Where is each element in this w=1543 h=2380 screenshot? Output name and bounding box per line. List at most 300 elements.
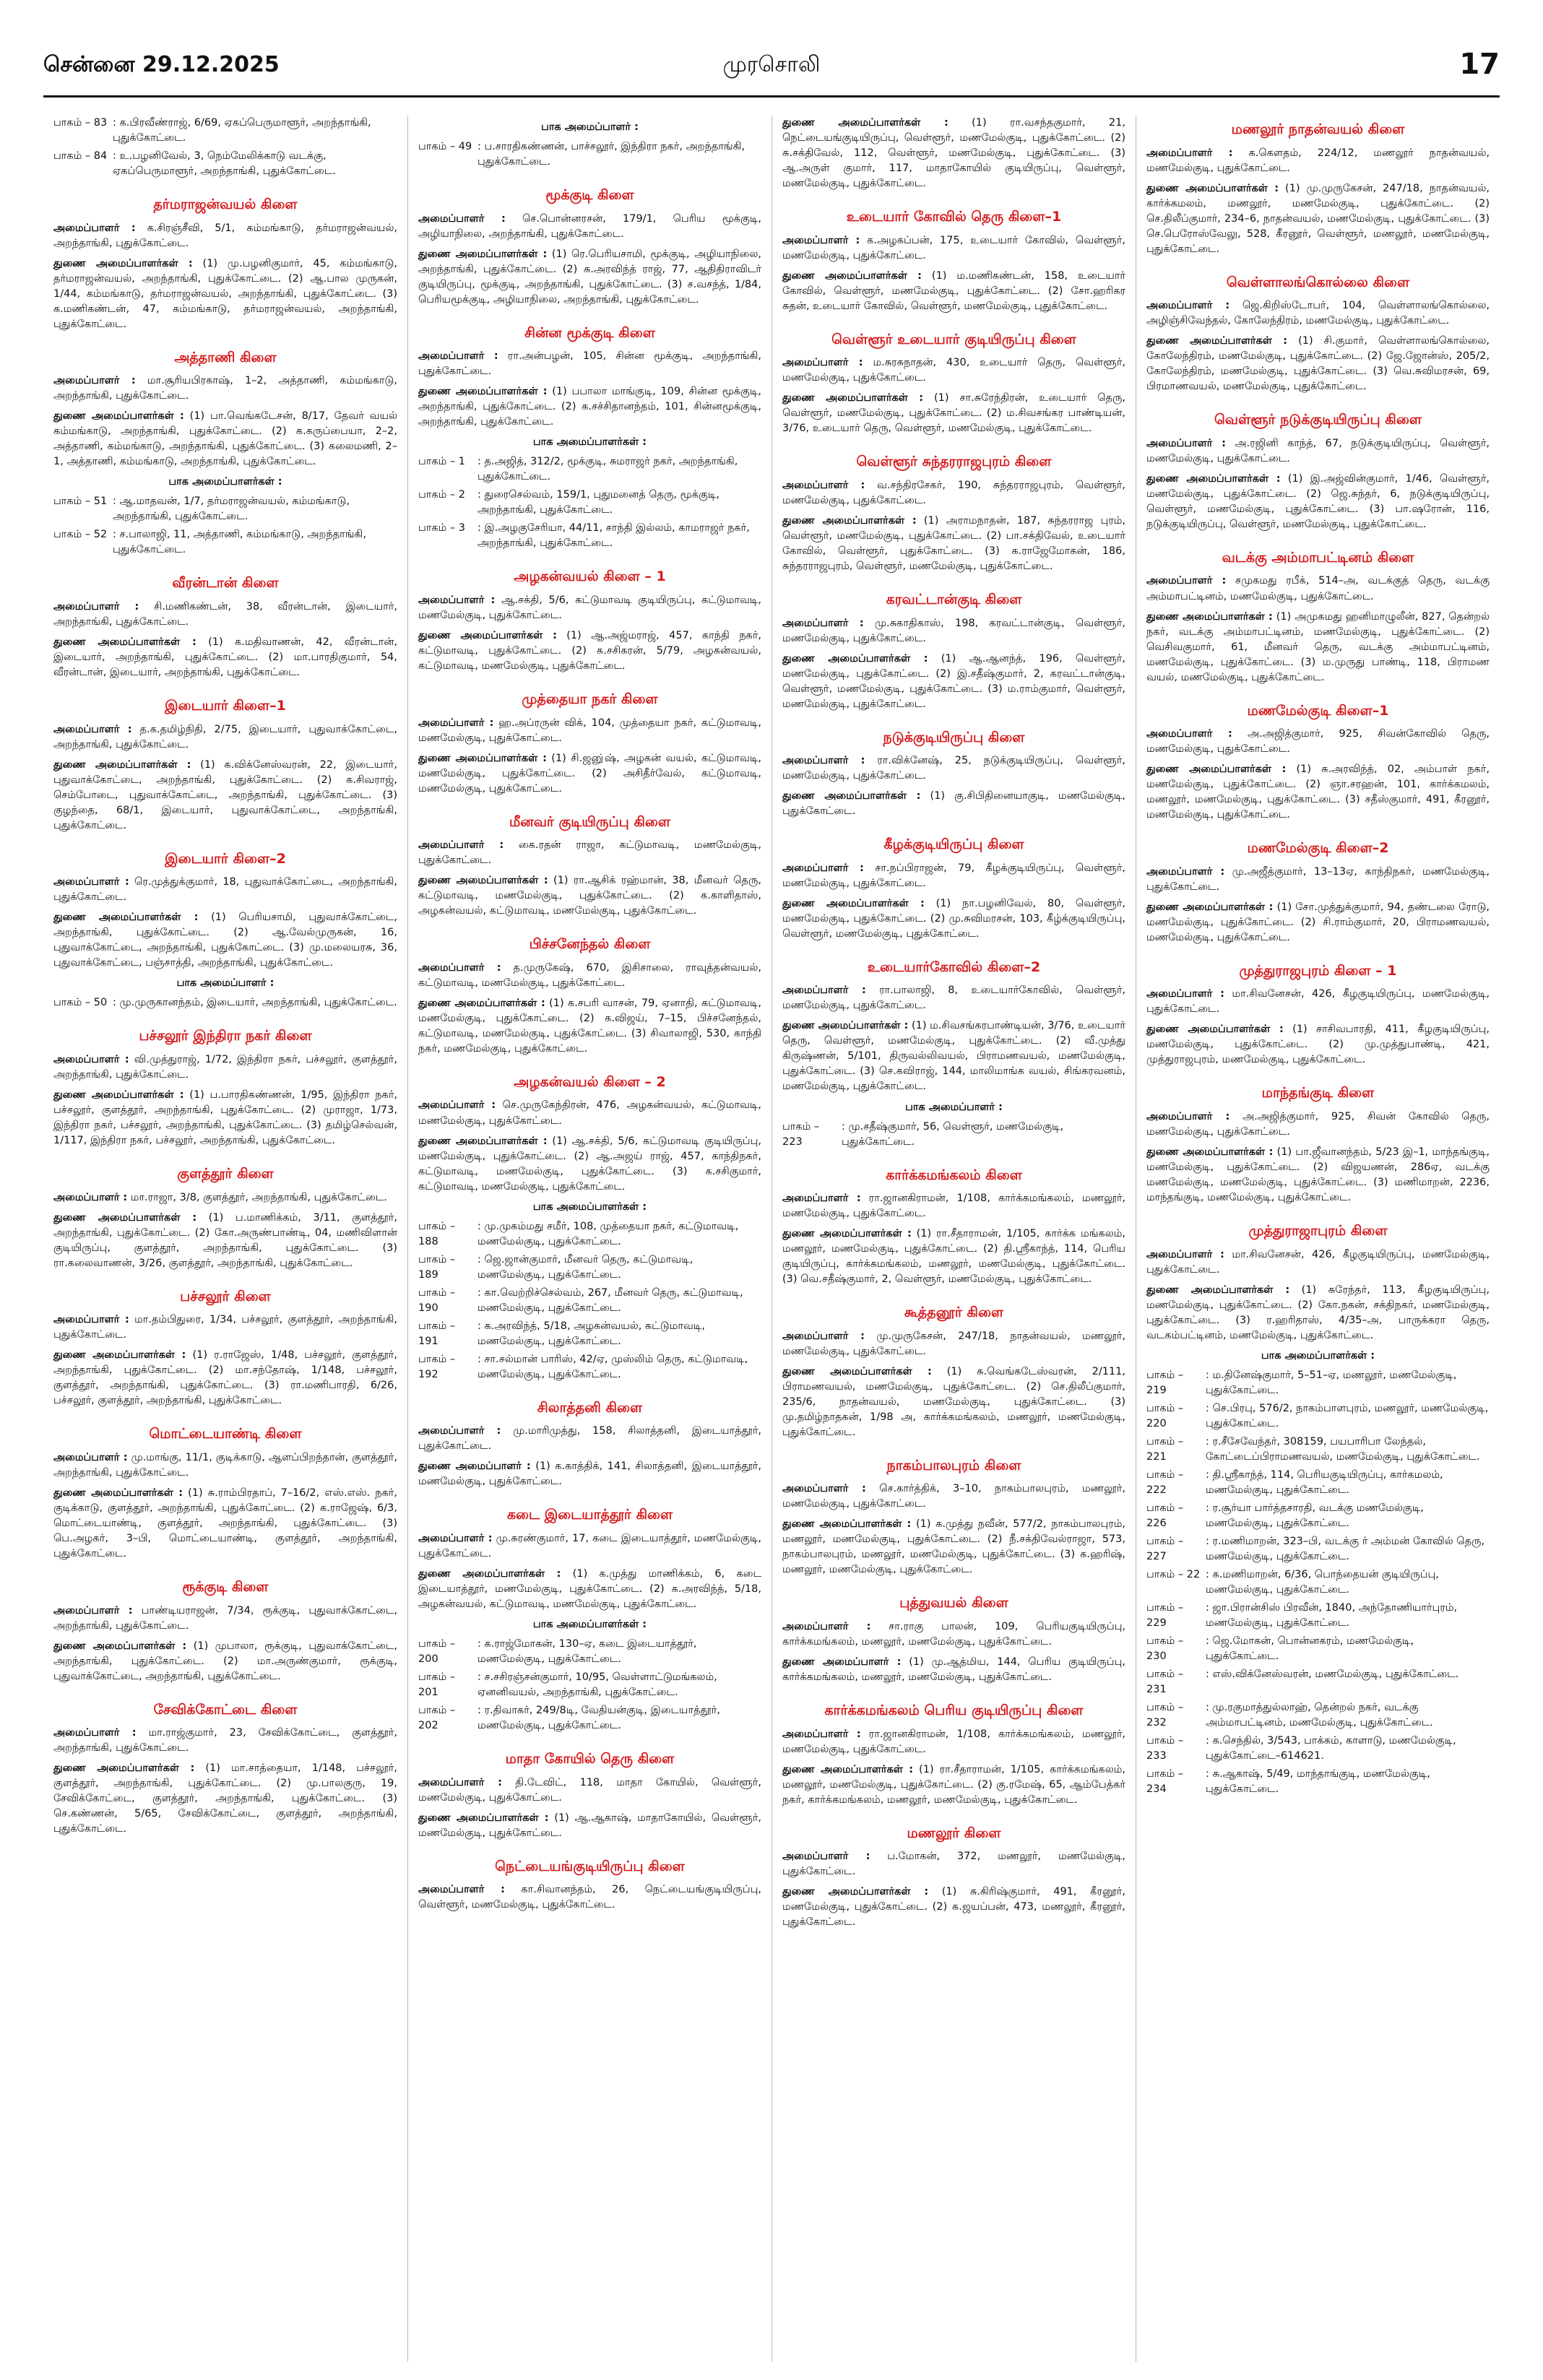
branch-section (782, 590, 1125, 712)
ward-row (418, 488, 761, 518)
officer-entry (782, 116, 1125, 191)
branch-heading: முத்துராஜாபுரம் கிளை (1248, 1223, 1388, 1239)
officer-details: அ.அஜித்குமார், 925, சிவன்கோவில் தெரு, மணமேல்குடி, புதுக்கோட்டை. (1146, 728, 1490, 756)
officer-entry (1146, 181, 1490, 257)
column-2 (407, 116, 772, 2362)
ward-details: : க.மணிமாறன், 6/36, பொந்தையன் குடியிருப்பு, மணமேல்குடி, புதுக்கோட்டை. (1206, 1568, 1439, 1596)
ward-details: : ஜெ.மோகன், பொன்னகரம், மணமேல்குடி, புதுக்கோட்டை. (1206, 1635, 1414, 1663)
officer-entry (782, 1727, 1125, 1757)
branch-section (53, 1287, 397, 1409)
officer-role: துணை அமைப்பாளர்கள் : (53, 1762, 195, 1775)
ward-details: : சா.சல்மான் பாரிஸ், 42/ஏ, முஸ்லிம் தெரு, கட்டுமாவடி, மணமேல்குடி, புதுக்கோட்டை. (477, 1353, 748, 1380)
officer-details: மா.சிவனேசன், 426, கீழகுடியிருப்பு, மணமேல்குடி, புதுக்கோட்டை. (1146, 988, 1490, 1016)
officer-entry (418, 384, 761, 430)
officer-role: துணை அமைப்பாளர்கள் : (418, 248, 548, 260)
officer-entry (53, 1450, 397, 1481)
officer-details: (1) ர.ராஜேஸ், 1/48, பச்சலூர், குளத்தூர், அறந்தாங்கி, புதுக்கோட்டை. (2) மா.சந்தோஷ், 1/148, பச்சலூர், குளத்தூர், அறந்தாங்கி, புதுக்கோட்டை. (3) ரா.மணிபாரதி, 6/26, பச்சலூர், குளத்தூர், அறந்தாங்கி, புதுக்கோட்டை. (53, 1349, 397, 1407)
ward-number: பாகம் – 3 (418, 522, 466, 535)
officer-role: துணை அமைப்பாளர்கள் : (1146, 763, 1287, 776)
ward-number: பாகம் – 234 (1146, 1768, 1184, 1796)
officer-details: (1) சுரேந்தர், 113, கீழகுடியிருப்பு, மணமேல்குடி, புதுக்கோட்டை. (2) கோ.நகன், சக்திநகர், மணமேல்குடி, புதுக்கோட்டை. (3) ர.ஹரிதாஸ், 4/35–அ, பாருக்கரா தெரு, வடகம்பட்டினம், மணமேல்குடி, புதுக்கோட்டை. (1146, 1284, 1490, 1341)
branch-section (418, 120, 761, 170)
officer-details: மு.மாங்கு, 11/1, குடிக்காடு, ஆளப்பிறந்தான், குளத்தூர், அறந்தாங்கி, புதுக்கோட்டை. (53, 1451, 397, 1479)
ward-row (1146, 1534, 1490, 1565)
officer-entry (1146, 610, 1490, 685)
ward-number: பாகம் – 22 (1146, 1568, 1201, 1580)
officer-entry (1146, 1145, 1490, 1206)
officer-entry (418, 961, 761, 991)
ward-row (418, 521, 761, 551)
officer-entry (53, 409, 397, 469)
ward-number: பாகம் – 2 (418, 489, 466, 501)
branch-heading: அழகன்வயல் கிளை – 1 (514, 568, 666, 585)
branch-heading: மாதா கோயில் தெரு கிளை (505, 1751, 675, 1767)
officer-details: கா.சிவானந்தம், 26, நெட்டையங்குடியிருப்பு, வெள்ளூர், மணமேல்குடி, புதுக்கோட்டை. (418, 1884, 762, 1911)
officer-entry (782, 355, 1125, 386)
officer-entry (782, 1226, 1125, 1287)
officer-entry (1146, 146, 1490, 176)
officer-entry (418, 1134, 761, 1195)
officer-details: (1) அராமநாதன், 187, சுந்தரராஜ புரம், வெள்ளூர், மணமேல்குடி, புதுக்கோட்டை. (2) பா.சக்திவேல், உடையார் கோவில், வெள்ளூர், புதுக்கோட்டை. (3) க.ராஜேமோகன், 186, சுந்தரராஜபுரம், வெள்ளூர், மணமேல்குடி, புதுக்கோட்டை. (782, 514, 1125, 572)
officer-role: துணை அமைப்பாளர்கள் : (782, 392, 924, 404)
officer-details: (1) பபாலா மாங்குடி, 109, சின்ன மூக்குடி, அறந்தாங்கி, புதுக்கோட்டை. (2) க.சச்சிதானந்தம், 101, சின்னமூக்குடி, அறந்தாங்கி, புதுக்கோட்டை. (418, 386, 762, 428)
officer-entry (1146, 298, 1490, 329)
branch-heading: வெள்ளூர் நடுக்குடியிருப்பு கிளை (1214, 412, 1422, 428)
column-4 (1136, 116, 1500, 2362)
ward-row (418, 139, 761, 170)
ward-details: : தி.ஸ்ரீகாந்த், 114, பெரியகுடியிருப்பு, கார்கமலம், மணமேல்குடி, புதுக்கோட்டை. (1206, 1468, 1443, 1496)
branch-section (782, 1166, 1125, 1288)
ward-number: பாகம் – 230 (1146, 1635, 1184, 1663)
branch-section (53, 849, 397, 1011)
officer-entry (782, 1481, 1125, 1512)
branch-heading: இடையார் கிளை–1 (165, 698, 286, 714)
officer-role: அமைப்பாளர் : (782, 862, 864, 874)
officer-entry (418, 212, 761, 242)
ward-details: : ப.சாரதிகண்ணன், பாச்சலூர், இந்திரா நகர், அறந்தாங்கி, புதுக்கோட்டை. (477, 141, 745, 168)
officer-details: ம.சுரசுநாதன், 430, உடையார் தெரு, வெள்ளூர், மணமேல்குடி, புதுக்கோட்டை. (782, 357, 1125, 384)
ward-row (418, 1352, 761, 1382)
branch-section (53, 116, 397, 179)
ward-number: பாகம் – 1 (418, 456, 466, 468)
officer-details: சா.நப்பிராஜன், 79, கீழக்குடியிருப்பு, வெள்ளூர், மணமேல்குடி, புதுக்கோட்டை. (782, 862, 1125, 889)
ward-number: பாகம் – 83 (53, 117, 108, 129)
officer-role: அமைப்பாளர் : (418, 212, 506, 225)
ward-row (1146, 1368, 1490, 1398)
officer-role: அமைப்பாளர் : (782, 1621, 871, 1633)
officer-role: துணை அமைப்பாளர்கள் : (1146, 1146, 1274, 1159)
officer-details: (1) முபாலா, ரூக்குடி, புதுவாக்கோட்டை, அறந்தாங்கி, புதுக்கோட்டை. (2) மா.அருண்குமார், ரூக்குடி, புதுவாக்கோட்டை, அறந்தாங்கி, புதுக்கோட்டை. (53, 1640, 397, 1682)
officer-details: பாண்டியராஜன், 7/34, ரூக்குடி, புதுவாக்கோட்டை, அறந்தாங்கி, புதுக்கோட்டை. (53, 1604, 397, 1632)
branch-section (418, 813, 761, 919)
officer-entry (1146, 436, 1490, 467)
branch-heading: சிலாத்தனி கிளை (537, 1399, 643, 1416)
officer-details: வ.சந்திரசேகர், 190, சுந்தரராஜபுரம், வெள்ளூர், மணமேல்குடி, புதுக்கோட்டை. (782, 479, 1125, 506)
officer-details: (1) க.சபரி வாசன், 79, ஏனாதி, கட்டுமாவடி, மணமேல்குடி, புதுக்கோட்டை. (2) க.விஜய், 7–15, பிச்சனேந்தல், கட்டுமாவடி, மணமேல்குடி, புதுக்கோட்டை. (3) சிவாலாஜி, 530, காந்தி நகர், மணமேல்குடி, புதுக்கோட்டை. (418, 997, 761, 1055)
ward-row (1146, 1501, 1490, 1531)
officer-details: (1) சி.குமார், வெள்ளாலங்கொல்லை, கோலேந்திரம், மணமேல்குடி, புதுக்கோட்டை. (2) ஜே.ஜோன்ஸ், 205/2, கோலேந்திரம், மணமேல்குடி, புதுக்கோட்டை. (3) வெ.சுவிமரசன், 69, பிரமாணவயல், மணமேல்குடி, புதுக்கோட்டை. (1146, 335, 1490, 393)
ward-number: பாகம் – 84 (53, 150, 108, 163)
officer-role: துணை அமைப்பாளர்கள் : (782, 1886, 929, 1898)
column-3 (772, 116, 1136, 2362)
officer-role: துணை அமைப்பாளர்கள் : (782, 790, 921, 802)
ward-number: பாகம் – 229 (1146, 1602, 1184, 1630)
columns (43, 116, 1500, 2362)
officer-entry (53, 635, 397, 680)
officer-details: (1) ம.மணிகண்டன், 158, உடையார் கோவில், வெள்ளூர், மணமேல்குடி, புதுக்கோட்டை. (2) சோ.ஹரிகர சுதன், உடையார் கோவில், வெள்ளூர், மணமேல்குடி, புதுக்கோட்டை. (782, 269, 1125, 312)
officer-entry (53, 1761, 397, 1837)
officer-role: அமைப்பாளர் : (418, 350, 498, 363)
ward-row (53, 149, 397, 179)
ward-details: : ஆ.மாதவன், 1/7, தர்மராஜன்வயல், கம்மங்காடு, அறந்தாங்கி, புதுக்கோட்டை. (113, 496, 350, 523)
ward-number: பாகம் – 219 (1146, 1369, 1184, 1396)
officer-details: ரா.விக்னேஷ், 25, நடுக்குடியிருப்பு, வெள்ளூர், மணமேல்குடி, புதுக்கோட்டை. (782, 755, 1125, 782)
branch-section (1146, 410, 1490, 532)
officer-details: ஹ.அப்ரருன் விக், 104, முத்தையா நகர், கட்டுமாவடி, மணமேல்குடி, புதுக்கோட்டை. (418, 717, 762, 744)
branch-section (782, 728, 1125, 820)
officer-entry (782, 1849, 1125, 1879)
officer-role: துணை அமைப்பாளர்கள் : (782, 1763, 914, 1775)
branch-section (782, 116, 1125, 191)
ward-number: பாகம் – 50 (53, 997, 108, 1009)
ward-number: பாகம் – 220 (1146, 1402, 1184, 1429)
officer-entry (782, 983, 1125, 1013)
officer-details: வி.முத்துராஜ், 1/72, இந்திரா நகர், பச்சலூர், குளத்தூர், அறந்தாங்கி, புதுக்கோட்டை. (53, 1053, 397, 1081)
officer-details: (1) பா.வெங்கடேசன், 8/17, தேவர் வயல் கம்மங்காடு, அறந்தாங்கி, புதுக்கோட்டை. (2) க.கருப்பையா, 2–2, அத்தாணி, கம்மங்காடு, அறந்தாங்கி, புதுக்கோட்டை. (3) கலைமணி, 2–1, அத்தாணி, கம்மங்காடு, அறந்தாங்கி, புதுக்கோட்டை. (53, 410, 397, 468)
officer-details: செ.பொன்னரசன், 179/1, பெரிய மூக்குடி, அழியாநிலை, அறந்தாங்கி, புதுக்கோட்டை. (418, 212, 761, 240)
officer-details: (1) மா.சாத்தையா, 1/148, பச்சலூர், குளத்தூர், அறந்தாங்கி, புதுக்கோட்டை. (2) மு.பாலகுரு, 19, சேவிக்கோட்டை, குளத்தூர், அறந்தாங்கி, புதுக்கோட்டை. (3) செ.கண்ணன், 5/65, சேவிக்கோட்டை, குளத்தூர், அறந்தாங்கி, புதுக்கோட்டை. (53, 1762, 397, 1835)
branch-heading: புத்துவயல் கிளை (899, 1595, 1008, 1611)
branch-heading: மீனவர் குடியிருப்பு கிளை (509, 813, 671, 830)
officer-entry (53, 910, 397, 971)
officer-details: த.க.தமிழ்நிதி, 2/75, இடையார், புதுவாக்கோட்டை, அறந்தாங்கி, புதுக்கோட்டை. (53, 723, 397, 750)
branch-section (53, 696, 397, 834)
officer-role: துணை அமைப்பாளர்கள் : (53, 410, 184, 423)
officer-entry (418, 593, 761, 623)
branch-heading: மொட்டையாண்டி கிளை (149, 1426, 302, 1442)
ward-row (418, 1286, 761, 1316)
officer-details: (1) மு.பழனிகுமார், 45, கம்மங்காடு, தர்மராஜன்வயல், அறந்தாங்கி, புதுக்கோட்டை. (2) ஆ.பால முருகன், 1/44, கம்மங்காடு, தர்மராஜன்வயல், அறந்தாங்கி, புதுக்கோட்டை. (3) க.மணிகண்டன், 47, கம்மங்காடு, தர்மராஜன்வயல், அறந்தாங்கி, புதுக்கோட்டை. (53, 257, 398, 330)
officer-details: மு.முருகேசன், 247/18, நாதன்வயல், மணலூர், மணமேல்குடி, புதுக்கோட்டை. (782, 1330, 1125, 1357)
officer-details: க.கௌதம், 224/12, மணலூர் நாதன்வயல், மணமேல்குடி, புதுக்கோட்டை. (1146, 147, 1490, 174)
ward-details: : சு.ஆகாஷ், 5/49, மாந்தாங்குடி, மணமேல்குடி, புதுக்கோட்டை. (1206, 1768, 1430, 1796)
ward-details: : ர.மணிமாறன், 323–பி, வடக்கு ர் அம்மன் கோவில் தெரு, மணமேல்குடி, புதுக்கோட்டை. (1206, 1535, 1485, 1562)
ward-details: : மு.சதீஷ்குமார், 56, வெள்ளூர், மணமேல்குடி, புதுக்கோட்டை. (842, 1120, 1064, 1148)
branch-section (418, 1073, 761, 1382)
officer-role: அமைப்பாளர் : (53, 600, 139, 613)
branch-section (782, 835, 1125, 942)
officer-role: துணை அமைப்பாளர்கள் : (418, 630, 557, 641)
officer-details: (1) ப.பாரதிகண்ணன், 1/95, இந்திரா நகர், பச்சலூர், குளத்தூர், அறந்தாங்கி, புதுக்கோட்டை. (2) முராஜா, 1/73, இந்திரா நகர், பச்சலூர், அறந்தாங்கி, புதுக்கோட்டை. (3) தமிழ்செல்வன், 1/117, இந்திரா நகர், பச்சலூர், அறந்தாங்கி, புதுக்கோட்டை. (53, 1089, 398, 1147)
branch-heading: மணமேல்குடி கிளை–1 (1247, 702, 1389, 719)
ward-row (418, 1637, 761, 1667)
branch-section (53, 1700, 397, 1838)
branch-heading: மூக்குடி கிளை (545, 187, 634, 204)
officer-role: துணை அமைப்பாளர்கள் : (782, 514, 917, 527)
ward-details: : த.அஜித், 312/2, மூக்குடி, சுமராஜர் நகர், அறந்தாங்கி, புதுக்கோட்டை. (477, 456, 738, 483)
branch-section (1146, 273, 1490, 395)
officer-role: அமைப்பாளர் : (53, 1727, 137, 1739)
officer-details: அ.ரஜினி காந்த், 67, நடுக்குடியிருப்பு, வெள்ளூர், மணமேல்குடி, புதுக்கோட்டை. (1146, 437, 1490, 464)
branch-section (782, 207, 1125, 314)
masthead (43, 48, 1500, 87)
branch-heading: உடையார் கோவில் தெரு கிளை–1 (846, 209, 1062, 225)
ward-number: பாகம் – 192 (418, 1353, 456, 1380)
ward-number: பாகம் – 231 (1146, 1669, 1184, 1696)
branch-section (1146, 548, 1490, 685)
officer-role: துணை அமைப்பாளர்கள் : (782, 897, 925, 909)
officer-role: அமைப்பாளர் : (418, 717, 494, 729)
officer-entry (1146, 900, 1490, 945)
officer-role: துணை அமைப்பாளர்கள் : (53, 1487, 183, 1499)
branch-section (1146, 1083, 1490, 1206)
officer-details: (1) ரா.சீதாராமன், 1/105, கார்க்க மங்கலம், மணலூர், மணமேல்குடி, புதுக்கோட்டை. (2) தி.ஸ்ரீகாந்த், 114, பெரிய குடியிருப்பு, கார்க்கமங்கலம், மணலூர், மணமேல்குடி, புதுக்கோட்டை. (3) வெ.சதீஷ்குமார், 2, வெள்ளூர், மணமேல்குடி, புதுக்கோட்டை. (782, 1228, 1126, 1286)
officer-entry (418, 838, 761, 868)
officer-details: (1) ம.சிவசங்கரபாண்டியன், 3/76, உடையார் தெரு, வெள்ளூர், மணமேல்குடி, புதுக்கோட்டை. (2) வீ.முத்து கிருஷ்ணன், 5/101, திருவல்லிவயல், பிராமணவயல், மணமேல்குடி, புதுக்கோட்டை. (3) செ.கவிராஜ், 144, மாலிமாங்க வயல், சிங்கரவனம், மணமேல்குடி, புதுக்கோட்டை. (782, 1020, 1125, 1093)
officer-details: (1) ரா.வசந்தகுமார், 21, நெட்டையங்குடியிருப்பு, வெள்ளூர், மணமேல்குடி, புதுக்கோட்டை. (2) சு.சக்திவேல், 112, வெள்ளூர், மணமேல்குடி, புதுக்கோட்டை. (3) ஆ.அருள் குமார், 117, மாதாகோயில் குடியிருப்பு, வெள்ளூர், மணமேல்குடி, புதுக்கோட்டை. (782, 117, 1125, 190)
ward-details: : ம.தினேஷ்குமார், 5–51–ஏ, மணலூர், மணமேல்குடி, புதுக்கோட்டை. (1206, 1369, 1457, 1396)
ward-details: : மு.ரகுமாத்துல்லாஹ், தென்றல் நகர், வடக்கு அம்மாபட்டினம், மணமேல்குடி, புதுக்கோட்டை. (1206, 1702, 1433, 1729)
officer-role: அமைப்பாளர் : (418, 594, 496, 606)
branch-section (53, 574, 397, 680)
officer-details: மா.சூரியபிரகாஷ், 1–2, அத்தாணி, கம்மங்காடு, அறந்தாங்கி, புதுக்கோட்டை. (53, 375, 398, 402)
branch-section (418, 186, 761, 308)
branch-heading: நாகம்பாலபுரம் கிளை (886, 1457, 1021, 1474)
officer-entry (782, 514, 1125, 574)
officer-entry (418, 1424, 761, 1454)
officer-details: (1) நா.பழனிவேல், 80, வெள்ளூர், மணமேல்குடி, புதுக்கோட்டை. (2) மு.சுவிமரசன், 103, கீழ்க்குடியிருப்பு, வெள்ளூர், மணமேல்குடி, புதுக்கோட்டை. (782, 897, 1126, 940)
officer-details: ரா.அன்பழன், 105, சின்ன மூக்குடி, அறந்தாங்கி, புதுக்கோட்டை. (418, 350, 762, 378)
officer-details: தி.டேவிட், 118, மாதா கோயில், வெள்ளூர், மணமேல்குடி, புதுக்கோட்டை. (418, 1776, 761, 1804)
branch-section (782, 1593, 1125, 1685)
branch-heading: கார்க்கமங்கலம் பெரிய குடியிருப்பு கிளை (824, 1702, 1084, 1719)
officer-details: (1) ரா.ஆசிக் ரஹ்மான், 38, மீனவர் தெரு, கட்டுமாவடி, மணமேல்குடி, புதுக்கோட்டை. (2) க.காளிதாஸ், அழகன்வயல், கட்டுமாவடி, மணமேல்குடி, புதுக்கோட்டை. (418, 875, 761, 917)
ward-number: பாகம் – 221 (1146, 1435, 1184, 1463)
ward-number: பாகம் – 233 (1146, 1735, 1184, 1762)
branch-section (782, 452, 1125, 574)
branch-heading: அழகன்வயல் கிளை – 2 (514, 1073, 666, 1090)
officer-details: (1) சோ.முத்துக்குமார், 94, தண்டலை ரோடு, மணமேல்குடி, புதுக்கோட்டை. (2) சி.ராம்குமார், 20, பிராமணவயல், மணமேல்குடி, புதுக்கோட்டை. (1146, 901, 1490, 943)
officer-entry (418, 628, 761, 674)
officer-details: (1) க.முத்து மாணிக்கம், 6, கடை இடையாத்தூர், மணமேல்குடி, புதுக்கோட்டை. (2) க.அரவிந்த், 5/18, அழகன்வயல், கட்டுமாவடி, மணமேல்குடி, புதுக்கோட்டை. (418, 1567, 761, 1610)
officer-role: துணை அமைப்பாளர்கள் : (782, 269, 922, 282)
officer-role: துணை அமைப்பாளர்கள் : (1146, 901, 1274, 913)
officer-entry (53, 875, 397, 905)
officer-role: அமைப்பாளர் : (53, 723, 132, 735)
officer-role: அமைப்பாளர் : (418, 961, 501, 974)
officer-details: (1) க.முத்து நவீன், 577/2, நாகம்பாலபுரம், மணலூர், மணமேல்குடி, புதுக்கோட்டை. (2) நீ.சக்திவேல்ராஜா, 573, நாகம்பாலபுரம், மணலூர், மணமேல்குடி, புதுக்கோட்டை. (3) க.ஹரிஷ், மணலூர், மணமேல்குடி, புதுக்கோட்டை. (782, 1518, 1126, 1576)
ward-details: : ஜா.பிரான்சிஸ் பிரவீன், 1840, அந்தோணியார்புரம், மணமேல்குடி, புதுக்கோட்டை. (1206, 1602, 1458, 1630)
branch-heading: கார்க்கமங்கலம் கிளை (886, 1167, 1022, 1183)
officer-details: (1) இ.அஜ்வின்குமார், 1/46, வெள்ளூர், மணமேல்குடி, புதுக்கோட்டை. (2) ஜெ.சுந்தர், 6, நடுக்குடியிருப்பு, வெள்ளூர், மணமேல்குடி, புதுக்கோட்டை. (3) பா.ஷரோன், 116, நடுக்குடியிருப்பு, வெள்ளூர், மணமேல்குடி, புதுக்கோட்டை. (1146, 472, 1490, 530)
officer-details: (1) பா.ஜீவானந்தம், 5/23 இ–1, மாந்தங்குடி, மணமேல்குடி, புதுக்கோட்டை. (2) விஜயணன், 286ஏ, வடக்கு மணமேல்குடி, மணமேல்குடி, புதுக்கோட்டை. (3) மணிமாறன், 2236, மாந்தங்குடி, மணமேல்குடி, புதுக்கோட்டை. (1146, 1146, 1490, 1204)
page-number: 17 (1459, 48, 1500, 81)
officer-role: அமைப்பாளர் : (418, 1884, 505, 1896)
officer-details: மு.மாரிமுத்து, 158, சிலாத்தனி, இடையாத்தூர், புதுக்கோட்டை. (418, 1425, 761, 1453)
branch-heading: வீரன்டான் கிளை (172, 575, 279, 592)
officer-role: துணை அமைப்பாளர் : (418, 1461, 531, 1473)
branch-heading: முத்தையா நகர் கிளை (522, 691, 658, 708)
officer-role: துணை அமைப்பாளர்கள் : (418, 752, 547, 764)
ward-subheading: பாக அமைப்பாளர் : (541, 121, 639, 133)
branch-section (782, 1824, 1125, 1931)
officer-role: அமைப்பாளர் : (782, 617, 864, 629)
officer-role: அமைப்பாளர் : (418, 1099, 496, 1112)
ward-row (1146, 1634, 1490, 1664)
officer-role: துணை அமைப்பாளர்கள் : (418, 1812, 549, 1824)
branch-section (782, 1456, 1125, 1578)
officer-entry (782, 789, 1125, 819)
officer-entry (418, 1775, 761, 1806)
branch-heading: வெள்ளூர் சுந்தரராஜபுரம் கிளை (856, 454, 1052, 470)
officer-role: அமைப்பாளர் : (53, 222, 136, 234)
officer-role: துணை அமைப்பாளர்கள் : (418, 1567, 561, 1580)
ward-details: : துரைசெல்வம், 159/1, புதுமனைத் தெரு, மூக்குடி, அறந்தாங்கி, புதுக்கோட்டை. (477, 489, 719, 516)
branch-heading: வெள்ளூர் உடையார் குடியிருப்பு கிளை (831, 331, 1076, 347)
officer-role: அமைப்பாளர் : (782, 1330, 865, 1342)
officer-role: துணை அமைப்பாளர்கள் : (53, 1640, 187, 1652)
officer-details: (1) ரா.சீதாராமன், 1/105, கார்க்கமங்கலம், மணலூர், மணமேல்குடி, புதுக்கோட்டை. (2) கு.ரமேஷ், 65, ஆம்பேத்கர் நகர், கார்க்கமங்கலம், மணலூர், மணமேல்குடி, புதுக்கோட்டை. (782, 1763, 1126, 1806)
branch-section (1146, 120, 1490, 257)
branch-section (782, 958, 1125, 1150)
ward-row (1146, 1601, 1490, 1631)
officer-details: ப.மோகன், 372, மணலூர், மணமேல்குடி, புதுக்கோட்டை. (782, 1851, 1126, 1878)
ward-row (1146, 1468, 1490, 1498)
branch-heading: முத்துராஜபுரம் கிளை – 1 (1239, 962, 1397, 979)
ward-row (418, 1319, 761, 1349)
officer-entry (418, 1098, 761, 1128)
officer-details: (1) க.மதிவாணன், 42, வீரன்டான், இடையார், அறந்தாங்கி, புதுக்கோட்டை. (2) மா.பாரதிகுமார், 54, வீரன்டான், இடையார், அறந்தாங்கி, புதுக்கோட்டை. (53, 636, 397, 679)
officer-entry (53, 1639, 397, 1684)
ward-details: : மு.முருகானந்தம், இடையார், அறந்தாங்கி, புதுக்கோட்டை. (113, 997, 397, 1009)
branch-section (1146, 839, 1490, 945)
officer-entry (782, 753, 1125, 784)
officer-entry (53, 1190, 397, 1206)
officer-role: அமைப்பாளர் : (1146, 728, 1232, 740)
officer-details: ரா.பாலாஜி, 8, உடையார்கோவில், வெள்ளூர், மணமேல்குடி, புதுக்கோட்டை. (782, 985, 1125, 1012)
officer-details: சி.மணிகண்டன், 38, வீரன்டான், இடையார், அறந்தாங்கி, புதுக்கோட்டை. (53, 600, 398, 628)
officer-role: அமைப்பாளர் : (782, 985, 866, 997)
officer-entry (1146, 472, 1490, 532)
officer-entry (53, 1088, 397, 1148)
place-date: சென்னை 29.12.2025 (43, 52, 280, 77)
branch-heading: தர்மராஜன்வயல் கிளை (153, 196, 298, 213)
branch-section (782, 1701, 1125, 1808)
ward-number: பாகம் – 190 (418, 1286, 456, 1314)
branch-heading: வெள்ளாலங்கொல்லை கிளை (1226, 274, 1410, 290)
officer-role: துணை அமைப்பாளர்கள் : (53, 636, 196, 649)
officer-role: துணை அமைப்பாளர் : (782, 1656, 902, 1669)
branch-section (418, 567, 761, 674)
officer-entry (782, 1018, 1125, 1094)
officer-entry (418, 247, 761, 308)
officer-entry (418, 1882, 761, 1913)
branch-section (418, 1857, 761, 1913)
officer-entry (418, 1811, 761, 1841)
ward-subheading: பாக அமைப்பாளர்கள் : (532, 1200, 647, 1213)
officer-role: அமைப்பாளர் : (53, 1451, 128, 1463)
ward-row (53, 527, 397, 558)
officer-role: துணை அமைப்பாளர்கள் : (53, 257, 193, 269)
officer-entry (1146, 987, 1490, 1017)
officer-role: துணை அமைப்பாளர்கள் : (782, 1020, 909, 1032)
officer-details: (1) சு.அரவிந்த், 02, அம்பாள் நகர், மணமேல்குடி, புதுக்கோட்டை. (2) ஞா.சரஹன், 101, கார்க்கமலம், மணலூர், மணமேல்குடி, புதுக்கோட்டை. (3) சதீஸ்குமார், 491, கீரனூர், மணமேல்குடி, புதுக்கோட்டை. (1146, 763, 1490, 821)
branch-heading: பச்சலூர் இந்திரா நகர் கிளை (139, 1028, 312, 1044)
officer-entry (1146, 727, 1490, 757)
branch-heading: மணலூர் கிளை (907, 1825, 1001, 1841)
officer-details: மா.ராஜா, 3/8, குளத்தூர், அறந்தாங்கி, புதுக்கோட்டை. (130, 1191, 387, 1203)
officer-details: த.முருகேஷ், 670, இசிசாலை, ராவுத்தன்வயல், கட்டுமாவடி, மணமேல்குடி, புதுக்கோட்டை. (418, 961, 762, 989)
officer-details: கை.ரதன் ராஜா, கட்டுமாவடி, மணமேல்குடி, புதுக்கோட்டை. (418, 839, 761, 867)
officer-details: (1) சா.சுரேந்திரன், உடையார் தெரு, வெள்ளூர், மணமேல்குடி, புதுக்கோட்டை. (2) ம.சிவசங்கர பாண்டியன், 3/76, உடையார் தெரு, வெள்ளூர், மணமேல்குடி, புதுக்கோட்டை. (782, 392, 1126, 435)
ward-details: : க.செந்தில், 3/543, பாக்கம், காளாடு, மணமேல்குடி, புதுக்கோட்டை–614621. (1206, 1735, 1456, 1762)
officer-entry (782, 652, 1125, 712)
masthead-rule (43, 95, 1500, 98)
officer-role: அமைப்பாளர் : (782, 1483, 866, 1495)
officer-entry (782, 1762, 1125, 1808)
officer-role: துணை அமைப்பாளர்கள் : (782, 1228, 912, 1240)
officer-entry (53, 758, 397, 834)
officer-role: துணை அமைப்பாளர்கள் : (53, 1211, 197, 1224)
officer-role: அமைப்பாளர் : (53, 1604, 133, 1617)
officer-role: துணை அமைப்பாளர்கள் : (782, 1518, 912, 1531)
ward-number: பாகம் – 227 (1146, 1535, 1184, 1562)
branch-section (1146, 1221, 1490, 1797)
officer-role: துணை அமைப்பாளர்கள் : (418, 875, 548, 887)
branch-section (53, 1424, 397, 1562)
officer-role: துணை அமைப்பாளர்கள் : (53, 758, 191, 771)
officer-role: அமைப்பாளர் : (418, 1425, 501, 1437)
officer-entry (1146, 574, 1490, 604)
officer-details: மா.தம்பிதுரை, 1/34, பச்சலூர், குளத்தூர், அறந்தாங்கி, புதுக்கோட்டை. (53, 1314, 398, 1341)
officer-entry (418, 751, 761, 797)
ward-row (53, 995, 397, 1011)
officer-details: (1) சு.ராம்பிரதாப், 7–16/2, எஸ்.எஸ். நகர், குடிக்காடு, குளத்தூர், அறந்தாங்கி, புதுக்கோட்டை. (2) க.ராஜேஷ், 6/3, மொட்டையாண்டி, குளத்தூர், அறந்தாங்கி, புதுக்கோட்டை. (3) பெ.அழகர், 3–பி, மொட்டையாண்டி, குளத்தூர், அறந்தாங்கி, புதுக்கோட்டை. (53, 1487, 397, 1559)
officer-role: துணை அமைப்பாளர்கள் : (1146, 335, 1288, 347)
ward-row (418, 1252, 761, 1283)
officer-entry (53, 1486, 397, 1562)
ward-row (418, 1219, 761, 1250)
officer-details: (1) பெரியசாமி, புதுவாக்கோட்டை, அறந்தாங்கி, புதுக்கோட்டை. (2) ஆ.வேல்முருகன், 16, புதுவாக்கோட்டை, அறந்தாங்கி, புதுக்கோட்டை. (3) மு.மலையரசு, 36, புதுவாக்கோட்டை, பஞ்சாத்தி, அறந்தாங்கி, புதுக்கோட்டை. (53, 912, 397, 969)
officer-details: (1) ஆ.அஜ்மராஜ், 457, காந்தி நகர், கட்டுமாவடி, புதுக்கோட்டை. (2) க.சசிகரன், 5/79, அழகன்வயல், கட்டுமாவடி, மணமேல்குடி, புதுக்கோட்டை. (418, 630, 762, 672)
officer-details: அ.அஜித்குமார், 925, சிவன் கோவில் தெரு, மணமேல்குடி, புதுக்கோட்டை. (1146, 1111, 1490, 1138)
officer-details: (1) சி.ஜனு்ஷ், அழகன் வயல், கட்டுமாவடி, மணமேல்குடி, புதுக்கோட்டை. (2) அசிதீர்வேல், கட்டுமாவடி, மணமேல்குடி, புதுக்கோட்டை. (418, 752, 761, 795)
officer-role: அமைப்பாளர் : (418, 839, 504, 852)
ward-subheading: பாக அமைப்பாளர்கள் : (1261, 1349, 1375, 1362)
ward-details: : மு.முகம்மது சமீர், 108, முத்தையா நகர், கட்டுமாவடி, மணமேல்குடி, புதுக்கோட்டை. (477, 1220, 739, 1247)
branch-section (782, 1303, 1125, 1440)
officer-entry (1146, 1109, 1490, 1140)
officer-entry (53, 1052, 397, 1083)
branch-heading: மணமேல்குடி கிளை–2 (1247, 840, 1389, 857)
officer-role: துணை அமைப்பாளர்கள் : (1146, 182, 1279, 194)
ward-details: : ச.பாலாஜி, 11, அத்தாணி, கம்மங்காடு, அறந்தாங்கி, புதுக்கோட்டை. (113, 529, 366, 556)
officer-role: அமைப்பாளர் : (53, 1191, 128, 1203)
officer-details: (1) சு.கிரிஷ்குமார், 491, கீரனூர், மணமேல்குடி, புதுக்கோட்டை. (2) க.ஜயப்பன், 473, மணலூர், கீரனூர், புதுக்கோட்டை. (782, 1886, 1125, 1929)
ward-details: : ர.சூர்யா பார்த்தசாரதி, வடக்கு மணமேல்குடி, மணமேல்குடி, புதுக்கோட்டை. (1206, 1502, 1424, 1529)
branch-heading: இடையார் கிளை–2 (165, 850, 286, 867)
officer-entry (782, 233, 1125, 264)
branch-heading: கூத்தனூர் கிளை (904, 1304, 1004, 1321)
officer-entry (782, 1884, 1125, 1930)
officer-role: அமைப்பாளர் : (1146, 865, 1225, 878)
officer-entry (53, 1211, 397, 1271)
officer-details: ரெ.முத்துக்குமார், 18, புதுவாக்கோட்டை, அறந்தாங்கி, புதுக்கோட்டை. (53, 876, 398, 904)
branch-section (418, 1749, 761, 1841)
officer-entry (782, 1619, 1125, 1650)
officer-entry (1146, 1022, 1490, 1068)
branch-heading: நடுக்குடியிருப்பு கிளை (883, 729, 1025, 745)
